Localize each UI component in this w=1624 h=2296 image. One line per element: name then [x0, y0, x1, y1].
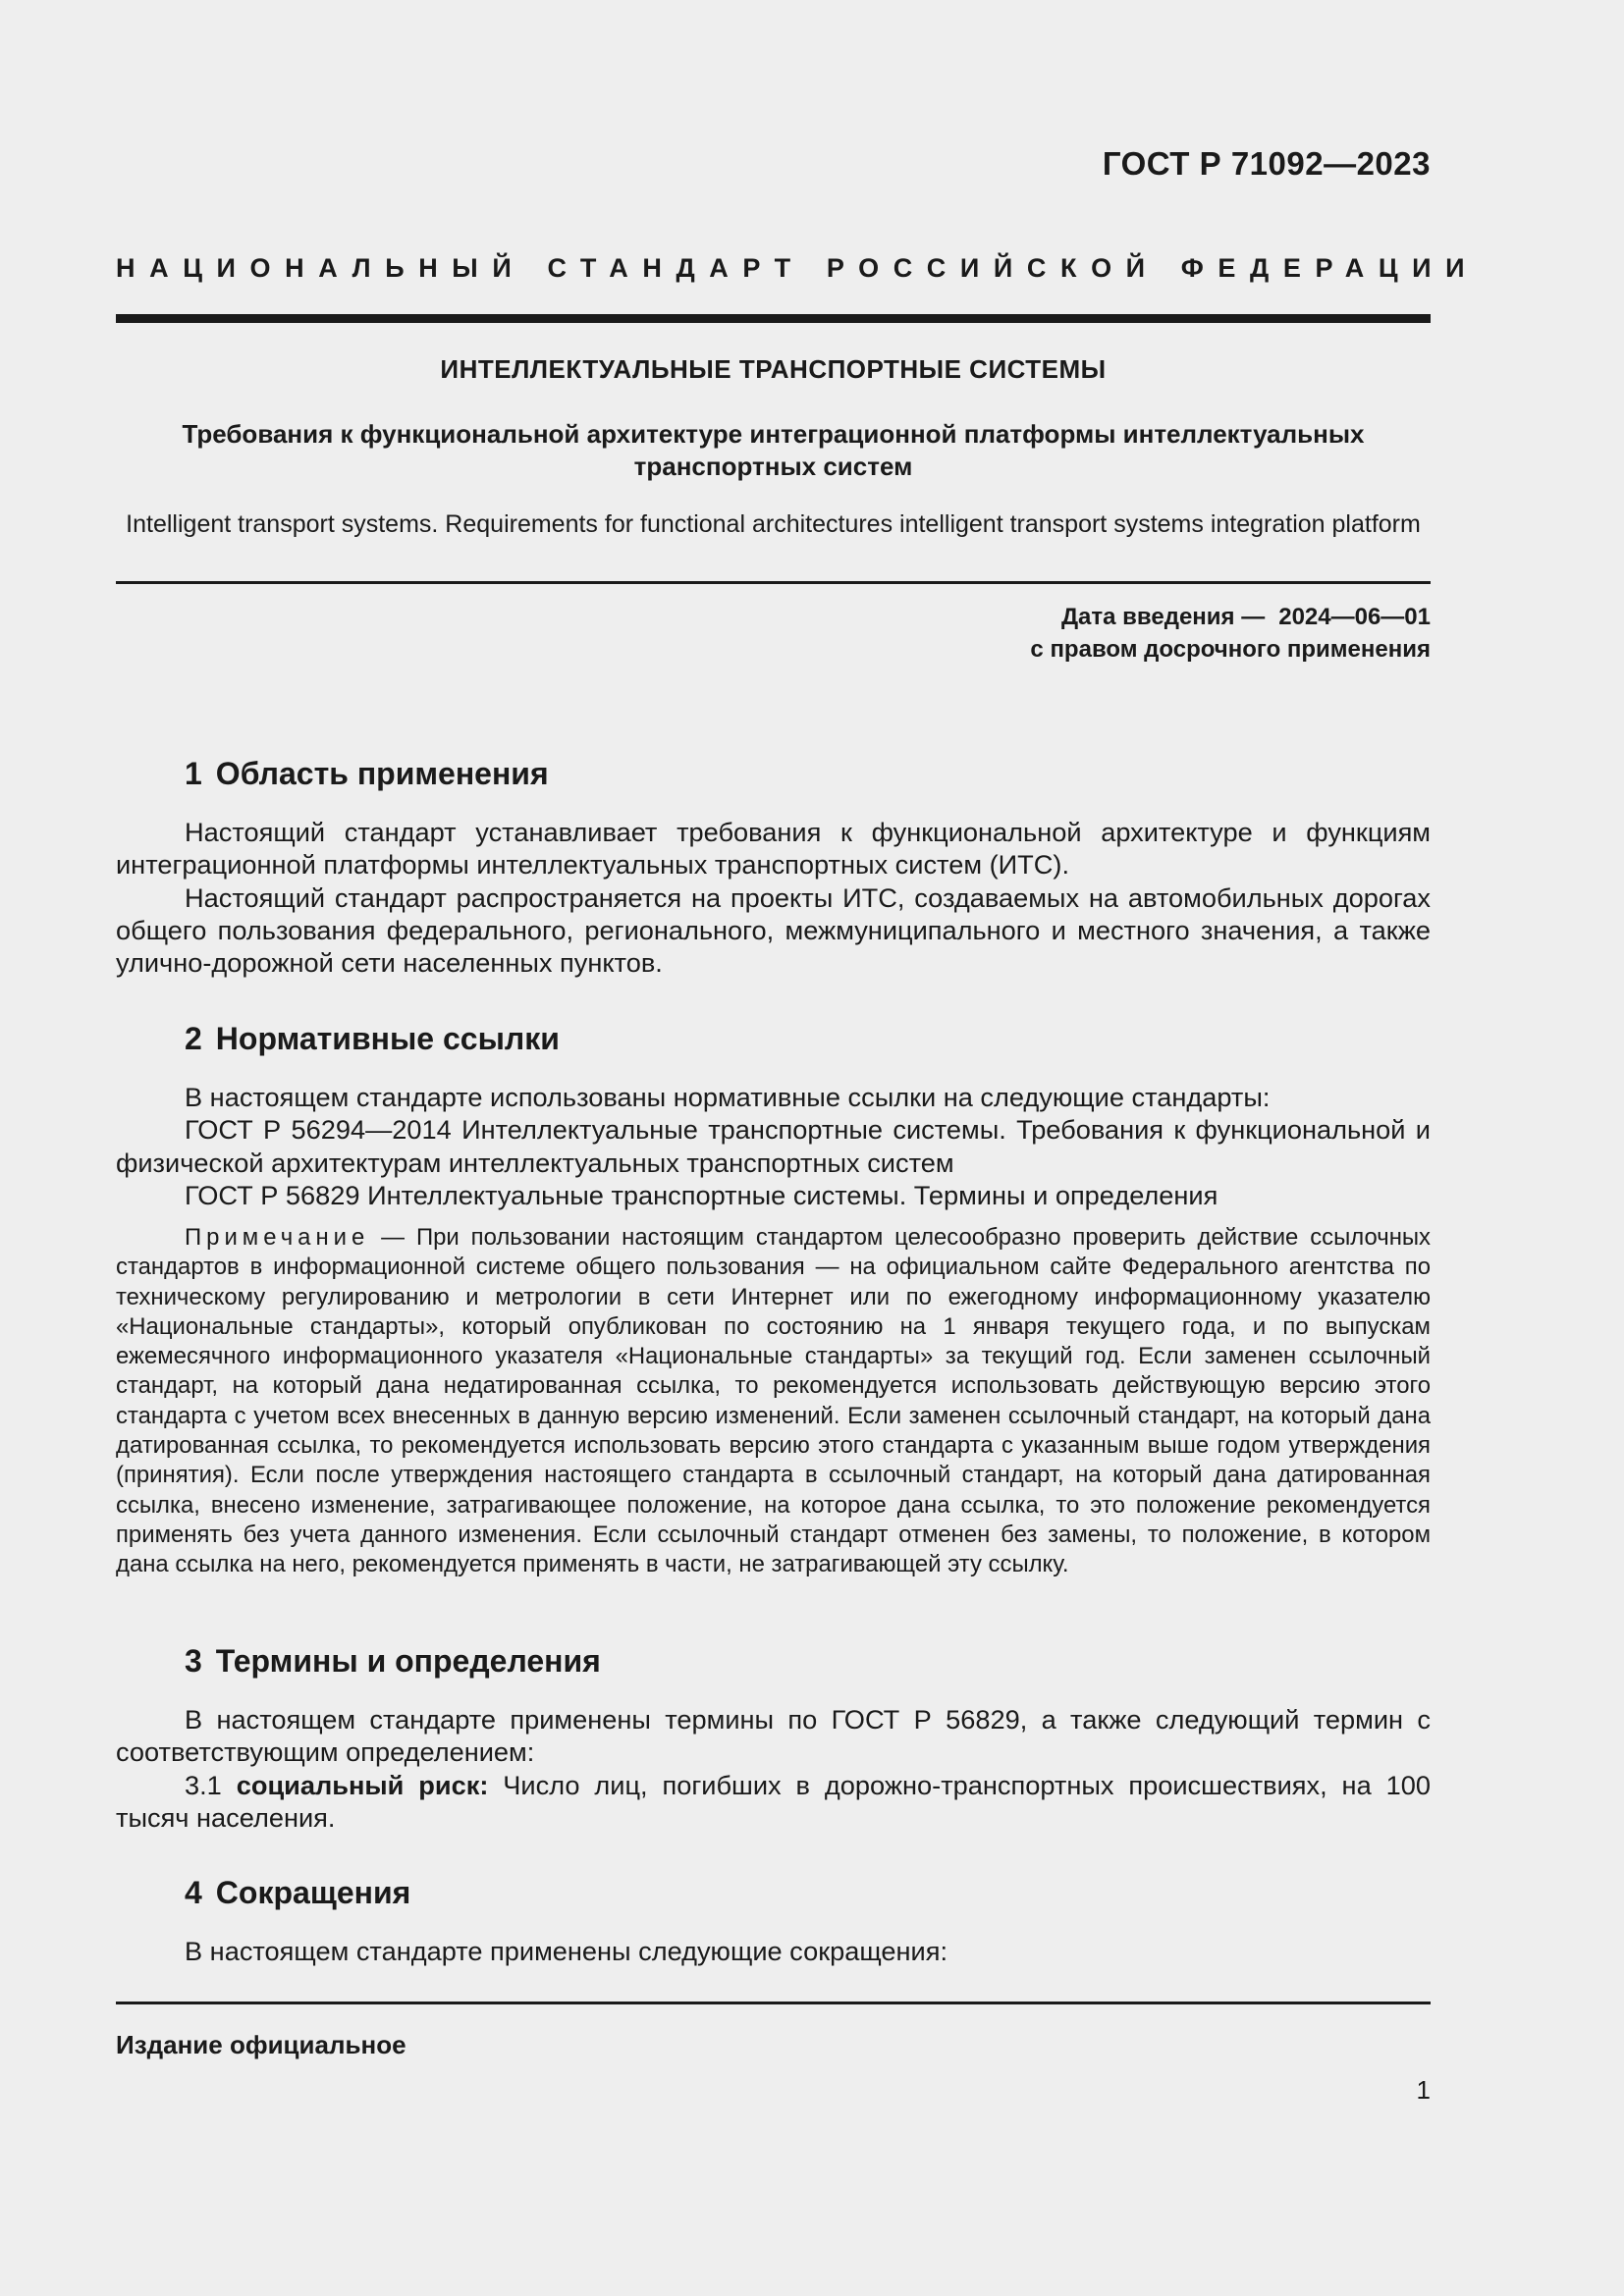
header-divider-thick — [116, 314, 1431, 323]
section-number: 3 — [185, 1643, 202, 1679]
section-heading-normative-references — [185, 1021, 560, 1057]
paragraph: ГОСТ Р 56829 Интеллектуальные транспортные системы. Термины и определения — [185, 1179, 1218, 1210]
intro-date-label: Дата введения — — [1060, 604, 1266, 630]
page-number: 1 — [1416, 2075, 1431, 2105]
paragraph: Настоящий стандарт устанавливает требования к функциональной архитектуре и функциям интеграционной платформы интеллектуальных транспортных систем (ИТС). — [116, 817, 1431, 881]
section-body-scope — [116, 816, 1431, 979]
term-number: 3.1 — [185, 1769, 222, 1800]
document-title: ИНТЕЛЛЕКТУАЛЬНЫЕ ТРАНСПОРТНЫЕ СИСТЕМЫ — [440, 354, 1107, 384]
section-body-terms — [116, 1703, 1431, 1834]
section-title: Нормативные ссылки — [215, 1021, 560, 1056]
paragraph: В настоящем стандарте применены следующие сокращения: — [185, 1936, 947, 1966]
paragraph: ГОСТ Р 56294—2014 Интеллектуальные транспортные системы. Требования к функциональной и физической архитектурам интеллектуальных транспортных систем — [116, 1114, 1431, 1178]
introduction-date-block — [1030, 601, 1431, 666]
section-body-normative-references — [116, 1081, 1431, 1211]
definition: Число лиц, погибших в дорожно-транспортных происшествиях, на 100 тысяч населения. — [116, 1769, 1431, 1833]
intro-date-value: 2024—06—01 — [1278, 604, 1431, 630]
document-number: ГОСТ Р 71092—2023 — [1102, 145, 1431, 182]
section-number: 2 — [185, 1021, 202, 1056]
paragraph: Настоящий стандарт распространяется на проекты ИТС, создаваемых на автомобильных дорогах общего пользования федерального, регионального, межмуниципального и местного значения, а также улично-дорожной сети населенных пунктов. — [116, 881, 1431, 979]
section-heading-terms — [185, 1643, 601, 1680]
term: социальный риск: — [236, 1769, 489, 1800]
section-heading-abbreviations — [185, 1875, 410, 1911]
document-subtitle: Требования к функциональной архитектуре интеграционной платформы интеллектуальных транспортных систем — [182, 419, 1365, 481]
section-number: 4 — [185, 1875, 202, 1910]
english-title: Intelligent transport systems. Requirements for functional architectures intelligent transport systems integration platform — [126, 510, 1421, 538]
section-number: 1 — [185, 756, 202, 791]
section-heading-scope — [185, 756, 549, 792]
paragraph: В настоящем стандарте использованы нормативные ссылки на следующие стандарты: — [185, 1082, 1271, 1112]
section-title: Термины и определения — [215, 1643, 601, 1679]
early-use-note: с правом досрочного применения — [1030, 636, 1431, 663]
section-title: Сокращения — [215, 1875, 411, 1910]
section-title: Область применения — [215, 756, 549, 791]
title-divider — [116, 581, 1431, 584]
note-label: Примечание — [185, 1224, 370, 1251]
national-standard-banner: НАЦИОНАЛЬНЫЙ СТАНДАРТ РОССИЙСКОЙ ФЕДЕРАЦИИ — [116, 253, 1480, 283]
official-edition-label: Издание официальное — [116, 2030, 406, 2059]
section-body-abbreviations — [116, 1935, 1431, 1967]
footer-divider — [116, 2002, 1431, 2004]
note-block — [116, 1223, 1431, 1580]
paragraph: В настоящем стандарте применены термины по ГОСТ Р 56829, а также следующий термин с соответствующим определением: — [116, 1704, 1431, 1768]
term-definition — [116, 1769, 1431, 1835]
note-text: — При пользовании настоящим стандартом целесообразно проверить действие ссылочных стандартов в информационной системе общего пользования — на официальном сайте Федерального агентства по техническому регулированию и метрологии в сети Интернет или по ежегодному информационному указателю «Национальные стандарты», который опубликован по состоянию на 1 января текущего года, и по выпускам ежемесячного информационного указателя «Национальные стандарты» за текущий год. Если заменен ссылочный стандарт, на который дана недатированная ссылка, то рекомендуется использовать действующую версию этого стандарта с учетом всех внесенных в данную версию изменений. Если заменен ссылочный стандарт, на который дана датированная ссылка, то рекомендуется использовать версию этого стандарта с указанным выше годом утверждения (принятия). Если после утверждения настоящего стандарта в ссылочный стандарт, на который дана датированная ссылка, внесено изменение, затрагивающее положение, на которое дана ссылка, то это положение рекомендуется применять без учета данного изменения. Если ссылочный стандарт отменен без замены, то положение, в котором дана ссылка на него, рекомендуется применять в части, не затрагивающей эту ссылку. — [116, 1224, 1431, 1578]
